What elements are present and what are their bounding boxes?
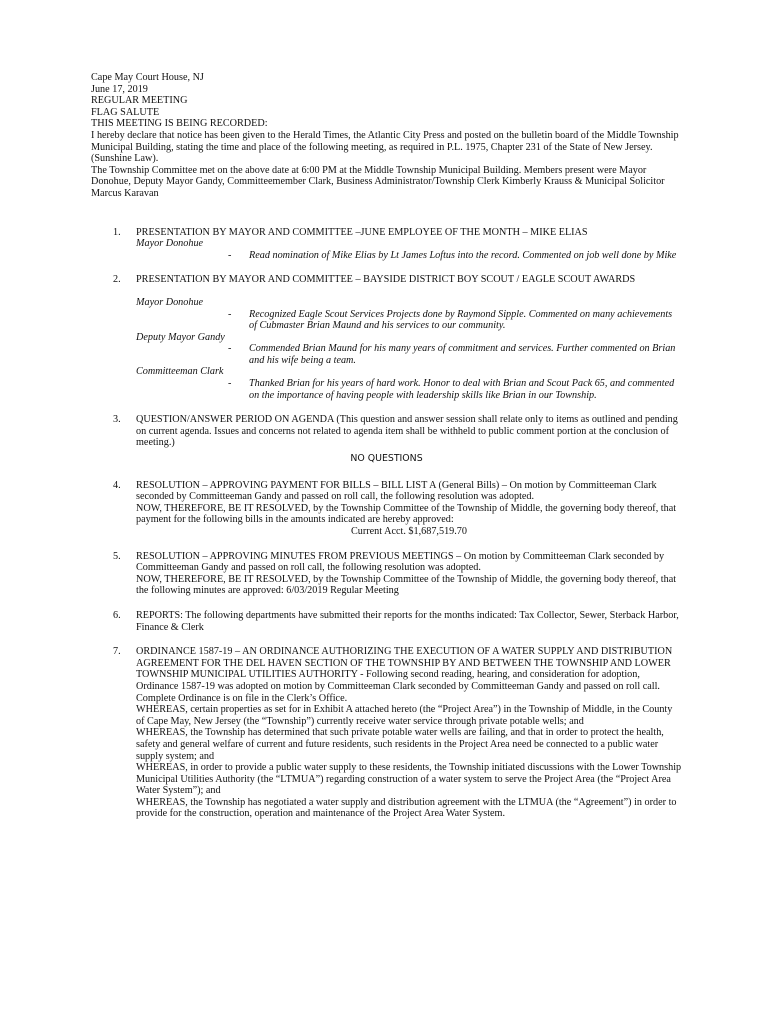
note-text: Read nomination of Mike Elias by Lt James Loftus into the record. Commented on job well done by Mike — [249, 249, 677, 261]
item-title: PRESENTATION BY MAYOR AND COMMITTEE –JUNE EMPLOYEE OF THE MONTH – MIKE ELIAS — [136, 226, 588, 238]
agenda-items — [91, 227, 682, 821]
speaker-note: - Thanked Brian for his years of hard work. Honor to deal with Brian and Scout Pack 65, and commented on the importance of having people with leadership skills like Brian in our Township. — [228, 378, 675, 401]
meeting-type-line: REGULAR MEETING — [91, 95, 188, 107]
no-questions-note: NO QUESTIONS — [350, 453, 423, 465]
speaker-name: Deputy Mayor Gandy — [136, 331, 225, 343]
meeting-header — [91, 72, 682, 200]
item-number: 2. — [113, 274, 121, 286]
item-title: QUESTION/ANSWER PERIOD ON AGENDA (This question and answer session shall relate only to items as outlined and pending on current agenda. Issues and concerns not related to agenda item shall be withheld to public comment portion at the conclusion of meeting.) — [136, 414, 678, 449]
note-text: Thanked Brian for his years of hard work. Honor to deal with Brian and Scout Pack 65, and commented on the importance of having people with leadership skills like Brian in our Township. — [249, 378, 675, 401]
agenda-item-6 — [91, 610, 682, 633]
resolution-body: NOW, THEREFORE, BE IT RESOLVED, by the Township Committee of the Township of Middle, the governing body thereof, that payment for the following bills in the amounts indicated are hereby approved: — [136, 502, 677, 526]
whereas-paragraph: WHEREAS, certain properties as set for in Exhibit A attached hereto (the “Project Area”) in the Township of Middle, in the County of Cape May, New Jersey (the “Township”) currently receive water service through private potable wells; and — [136, 704, 673, 727]
item-number: 3. — [113, 414, 121, 426]
agenda-item-7 — [91, 646, 682, 820]
whereas-paragraph: WHEREAS, the Township has determined that such private potable water wells are failing, and that in order to protect the health, safety and general welfare of current and future residents, such residents in the Project Area need be connected to a public water supply system; and — [136, 727, 664, 762]
recorded-line: THIS MEETING IS BEING RECORDED: — [91, 118, 268, 130]
speaker-note: - Commended Brian Maund for his many years of commitment and services. Further commented on Brian and his wife being a team. — [228, 343, 676, 366]
speaker-note: - Read nomination of Mike Elias by Lt James Loftus into the record. Commented on job well done by Mike — [228, 249, 677, 261]
note-text: Recognized Eagle Scout Services Projects done by Raymond Sipple. Commented on many achievements of Cubmaster Brian Maund and his services to our community. — [249, 308, 673, 332]
agenda-item-3 — [91, 414, 682, 449]
item-number: 5. — [113, 550, 121, 562]
attendance-paragraph: The Township Committee met on the above date at 6:00 PM at the Middle Township Municipal Building. Members present were Mayor Donohue, Deputy Mayor Gandy, Committeemember Clark, Business Administrator/Township Clerk Kimberly Krauss & Municipal Solicitor Marcus Karavan — [91, 164, 665, 199]
agenda-item-5 — [91, 551, 682, 597]
date-line: June 17, 2019 — [91, 83, 148, 95]
item-title: RESOLUTION – APPROVING PAYMENT FOR BILLS – BILL LIST A (General Bills) – On motion by Committeeman Clark seconded by Committeeman Gandy and passed on roll call, the following resolution was adopted. — [136, 479, 657, 503]
whereas-paragraph: WHEREAS, the Township has negotiated a water supply and distribution agreement with the LTMUA (the “Agreement”) in order to provide for the construction, operation and maintenance of the Project Area Water System. — [136, 796, 677, 820]
item-title: RESOLUTION – APPROVING MINUTES FROM PREVIOUS MEETINGS – On motion by Committeeman Clark seconded by Committeeman Gandy and passed on roll call, the following resolution was adopted. — [136, 550, 665, 574]
speaker-name: Committeeman Clark — [136, 366, 224, 378]
speaker-name: Mayor Donohue — [136, 296, 204, 308]
flag-salute-line: FLAG SALUTE — [91, 106, 160, 118]
amount-line: Current Acct. $1,687,519.70 — [350, 526, 467, 537]
notice-paragraph: I hereby declare that notice has been given to the Herald Times, the Atlantic City Press and posted on the bulletin board of the Middle Township Municipal Building, stating the time and place of the following meeting, as required in P.L. 1975, Chapter 231 of the State of New Jersey. (Sunshine Law). — [91, 129, 679, 165]
speaker-name: Mayor Donohue — [136, 238, 204, 250]
resolution-body: NOW, THEREFORE, BE IT RESOLVED, by the Township Committee of the Township of Middle, the governing body thereof, that the following minutes are approved: 6/03/2019 Regular Meeting — [136, 573, 677, 597]
item-number: 4. — [113, 479, 121, 491]
item-title: PRESENTATION BY MAYOR AND COMMITTEE – BAYSIDE DISTRICT BOY SCOUT / EAGLE SCOUT AWARDS — [136, 274, 636, 286]
item-title: ORDINANCE 1587-19 – AN ORDINANCE AUTHORIZING THE EXECUTION OF A WATER SUPPLY AND DISTRIBUTION AGREEMENT FOR THE DEL HAVEN SECTION OF THE TOWNSHIP BY AND BETWEEN THE TOWNSHIP AND LOWER TOWNSHIP MUNICIPAL UTILITIES AUTHORITY - Following second reading, hearing, and consideration for adoption, Ordinance 1587-19 was adopted on motion by Committeeman Clark seconded by Committeeman Gandy and passed on roll call. Complete Ordinance is on file in the Clerk’s Office. — [136, 646, 673, 704]
agenda-item-2 — [91, 274, 682, 401]
whereas-paragraph: WHEREAS, in order to provide a public water supply to these residents, the Township initiated discussions with the Lower Township Municipal Utilities Authority (the “LTMUA”) regarding construction of a water system to serve the Project Area (the “Project Area Water System”); and — [136, 762, 682, 797]
speaker-note: - Recognized Eagle Scout Services Projects done by Raymond Sipple. Commented on many achievements of Cubmaster Brian Maund and his services to our community. — [228, 308, 673, 332]
item-number: 6. — [113, 609, 121, 621]
item-title: REPORTS: The following departments have submitted their reports for the months indicated: Tax Collector, Sewer, Sterback Harbor, Finance & Clerk — [136, 609, 679, 633]
location-line: Cape May Court House, NJ — [91, 72, 204, 83]
note-text: Commended Brian Maund for his many years of commitment and services. Further commented on Brian and his wife being a team. — [249, 343, 676, 366]
item-number: 7. — [113, 646, 121, 658]
agenda-item-4 — [91, 480, 682, 538]
item-number: 1. — [113, 226, 121, 238]
agenda-item-1 — [91, 227, 682, 262]
